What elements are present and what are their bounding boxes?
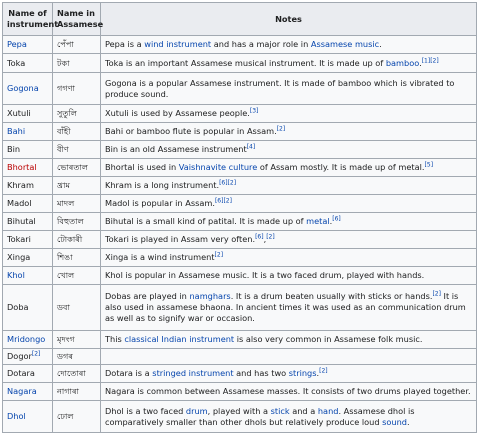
citation-link[interactable]: [6] — [219, 179, 228, 187]
assamese-name-cell: বিহুতাল — [53, 213, 101, 231]
instrument-name-cell — [3, 349, 53, 365]
note-text: Khol is popular in Assamese music. It is a two faced drum, played with hands. — [105, 270, 425, 280]
citation-link[interactable]: [2] — [319, 367, 328, 375]
table-row — [3, 159, 477, 177]
instruments-table — [2, 2, 477, 433]
notes-cell — [101, 141, 477, 159]
note-link[interactable]: metal — [306, 216, 330, 226]
instrument-name-cell — [3, 73, 53, 105]
notes-cell — [101, 285, 477, 331]
column-header-notes[interactable]: Notes — [101, 3, 477, 36]
notes-cell — [101, 213, 477, 231]
citation-link[interactable]: [2] — [31, 350, 41, 358]
instrument-name-cell — [3, 231, 53, 249]
table-row — [3, 285, 477, 331]
instrument-name-cell — [3, 105, 53, 123]
assamese-name-cell: টোকাৰী — [53, 231, 101, 249]
assamese-name-cell: ডগৰ — [53, 349, 101, 365]
instrument-name-link[interactable]: Khol — [7, 270, 25, 280]
note-text: Bin is an old Assamese instrument — [105, 144, 247, 154]
citation-link[interactable]: [3] — [249, 107, 259, 115]
note-text: Dotara is a — [105, 368, 153, 378]
note-text: . — [316, 368, 320, 378]
assamese-name-cell: নাগাৰা — [53, 383, 101, 401]
notes-cell — [101, 349, 477, 365]
assamese-name-cell: খ্ৰাম — [53, 177, 101, 195]
citation-link[interactable]: [5] — [424, 161, 434, 169]
note-text: Bahi or bamboo flute is popular in Assam. — [105, 126, 277, 136]
note-text: , played with a — [207, 405, 271, 416]
assamese-name-cell: ঢোল — [53, 401, 101, 433]
notes-cell — [101, 123, 477, 141]
instrument-name-cell — [3, 36, 53, 54]
notes-cell — [101, 73, 477, 105]
note-text: . Assamese dhol is comparatively smaller than other dhols but relatively produce loud — [105, 405, 415, 427]
assamese-name-cell: বাঁহী — [53, 123, 101, 141]
citation-link[interactable]: [2] — [430, 56, 439, 64]
notes-cell — [101, 195, 477, 213]
instrument-name: Dogor — [7, 351, 32, 361]
instrument-name-cell — [3, 141, 53, 159]
notes-cell — [101, 401, 477, 433]
citation-link[interactable]: [2] — [276, 125, 286, 133]
instrument-name: Xutuli — [7, 108, 31, 118]
citation-link[interactable]: [2] — [432, 290, 441, 298]
note-text: and a — [289, 405, 318, 416]
assamese-name-cell: ডবা — [53, 285, 101, 331]
table-row — [3, 123, 477, 141]
table-row — [3, 54, 477, 73]
instrument-name-link[interactable]: Mridongo — [7, 334, 46, 344]
table-row — [3, 331, 477, 349]
note-text: Xutuli is used by Assamese people. — [105, 108, 250, 118]
instrument-name-cell — [3, 54, 53, 73]
note-text: Bihutal is a small kind of patital. It is made up of — [105, 216, 307, 226]
table-row — [3, 36, 477, 54]
note-link[interactable]: sound — [382, 416, 408, 427]
table-row — [3, 105, 477, 123]
instrument-name-cell — [3, 365, 53, 383]
instrument-name-link[interactable]: Nagara — [7, 386, 37, 396]
table-row — [3, 231, 477, 249]
citation-link[interactable]: [2] — [223, 197, 232, 205]
instrument-name-cell — [3, 249, 53, 267]
note-link[interactable]: Vaishnavite culture — [178, 162, 258, 172]
notes-cell — [101, 105, 477, 123]
note-text: Madol is popular in Assam. — [105, 198, 215, 208]
note-text: . — [379, 39, 382, 49]
assamese-name-cell: ভোৰতাল — [53, 159, 101, 177]
table-row — [3, 177, 477, 195]
note-text: and has a major role in — [211, 39, 311, 49]
assamese-name-cell: সুতুলি — [53, 105, 101, 123]
note-text: It is also used in assamese bhaona. In ancient times it was used as an communication drum as well as to signify war or occasion. — [105, 291, 466, 323]
instrument-name-cell — [3, 331, 53, 349]
instrument-name-cell — [3, 285, 53, 331]
assamese-name-cell: মৃদংগ — [53, 331, 101, 349]
table-header-row — [3, 3, 477, 36]
note-text: , — [263, 234, 267, 244]
note-text: Tokari is played in Assam very often. — [105, 234, 256, 244]
note-text: This — [105, 334, 125, 344]
instrument-name: Xinga — [7, 252, 31, 262]
notes-cell — [101, 267, 477, 285]
note-link[interactable]: wind instrument — [144, 39, 212, 49]
instrument-name-link[interactable]: Pepa — [7, 39, 27, 49]
assamese-name-cell: বীণ — [53, 141, 101, 159]
table-row — [3, 213, 477, 231]
assamese-name-cell: দোতোৰা — [53, 365, 101, 383]
assamese-name-cell: পেঁপা — [53, 36, 101, 54]
notes-cell — [101, 331, 477, 349]
notes-cell — [101, 177, 477, 195]
table-body — [3, 36, 477, 433]
note-link[interactable]: stringed instrument — [152, 368, 234, 378]
note-text: . — [329, 216, 333, 226]
instrument-name-cell — [3, 123, 53, 141]
note-link[interactable]: drum — [185, 405, 208, 416]
citation-link[interactable]: [6] — [255, 233, 264, 241]
instrument-name-cell — [3, 213, 53, 231]
note-text: . — [407, 416, 410, 427]
citation-link[interactable]: [1] — [421, 56, 431, 64]
table-row — [3, 401, 477, 433]
table-row — [3, 365, 477, 383]
note-text: . It is a drum beaten usually with sticks or hands. — [230, 291, 433, 301]
table-row — [3, 267, 477, 285]
instrument-name: Toka — [7, 57, 26, 68]
table-row — [3, 383, 477, 401]
instrument-name: Doba — [7, 302, 29, 312]
instrument-name: Tokari — [7, 234, 31, 244]
instrument-name-cell — [3, 401, 53, 433]
table-row — [3, 73, 477, 105]
assamese-name-cell: খোল — [53, 267, 101, 285]
instrument-name-cell — [3, 159, 53, 177]
notes-cell — [101, 54, 477, 73]
notes-cell — [101, 231, 477, 249]
notes-cell — [101, 383, 477, 401]
note-text: Dobas are played in — [105, 291, 190, 301]
note-link[interactable]: classical Indian instrument — [124, 334, 235, 344]
instrument-name-link[interactable]: Bhortal — [7, 162, 37, 172]
instrument-name-cell — [3, 383, 53, 401]
note-text: of Assam mostly. It is made up of metal. — [257, 162, 425, 172]
assamese-name-cell: টকা — [53, 54, 101, 73]
instrument-name-link[interactable]: Bahi — [7, 126, 26, 136]
table-row — [3, 141, 477, 159]
note-text: and has two — [233, 368, 289, 378]
note-text: Xinga is a wind instrument — [105, 252, 215, 262]
note-text: . — [419, 57, 422, 68]
table-row — [3, 249, 477, 267]
assamese-name-cell: মাদল — [53, 195, 101, 213]
instrument-name: Bin — [7, 144, 21, 154]
notes-cell — [101, 365, 477, 383]
assamese-name-cell: গগণা — [53, 73, 101, 105]
notes-cell — [101, 36, 477, 54]
note-link[interactable]: bamboo — [385, 57, 420, 68]
notes-cell — [101, 249, 477, 267]
instrument-name: Dotara — [7, 368, 35, 378]
instrument-name-cell — [3, 177, 53, 195]
instrument-name-cell — [3, 267, 53, 285]
instrument-name: Khram — [7, 180, 34, 190]
note-text: Bhortal is used in — [105, 162, 179, 172]
citation-link[interactable]: [2] — [214, 251, 224, 259]
note-text: Pepa is a — [105, 39, 145, 49]
note-link[interactable]: strings — [288, 368, 317, 378]
instrument-name: Madol — [7, 198, 32, 208]
instrument-name-cell — [3, 195, 53, 213]
column-header-assamese[interactable]: Name in Assamese — [53, 3, 101, 36]
note-link[interactable]: stick — [270, 405, 290, 416]
assamese-name-cell: শিঙা — [53, 249, 101, 267]
citation-link[interactable]: [4] — [246, 143, 256, 151]
note-text: is also very common in Assamese folk music. — [234, 334, 423, 344]
instrument-name-link[interactable]: Dhol — [7, 411, 26, 421]
notes-cell — [101, 159, 477, 177]
citation-link[interactable]: [6] — [214, 197, 224, 205]
note-link[interactable]: Assamese music — [310, 39, 380, 49]
citation-link[interactable]: [6] — [332, 215, 341, 223]
note-text: Nagara is common between Assamese masses. It consists of two drums played together. — [105, 386, 471, 396]
note-text: Gogona is a popular Assamese instrument. It is made of bamboo which is vibrated to produce sound. — [105, 77, 455, 99]
note-text: Dhol is a two faced — [105, 405, 186, 416]
note-link[interactable]: namghars — [189, 291, 231, 301]
column-header-name[interactable]: Name of instrument — [3, 3, 53, 36]
note-text: Toka is an important Assamese musical instrument. It is made up of — [105, 57, 386, 68]
instrument-name: Bihutal — [7, 216, 36, 226]
instrument-name-link[interactable]: Gogona — [7, 83, 39, 93]
citation-link[interactable]: [2] — [227, 179, 237, 187]
citation-link[interactable]: [2] — [266, 233, 275, 241]
note-link[interactable]: hand — [317, 405, 339, 416]
note-text: Khram is a long instrument. — [105, 180, 220, 190]
table-row — [3, 195, 477, 213]
table-row — [3, 349, 477, 365]
